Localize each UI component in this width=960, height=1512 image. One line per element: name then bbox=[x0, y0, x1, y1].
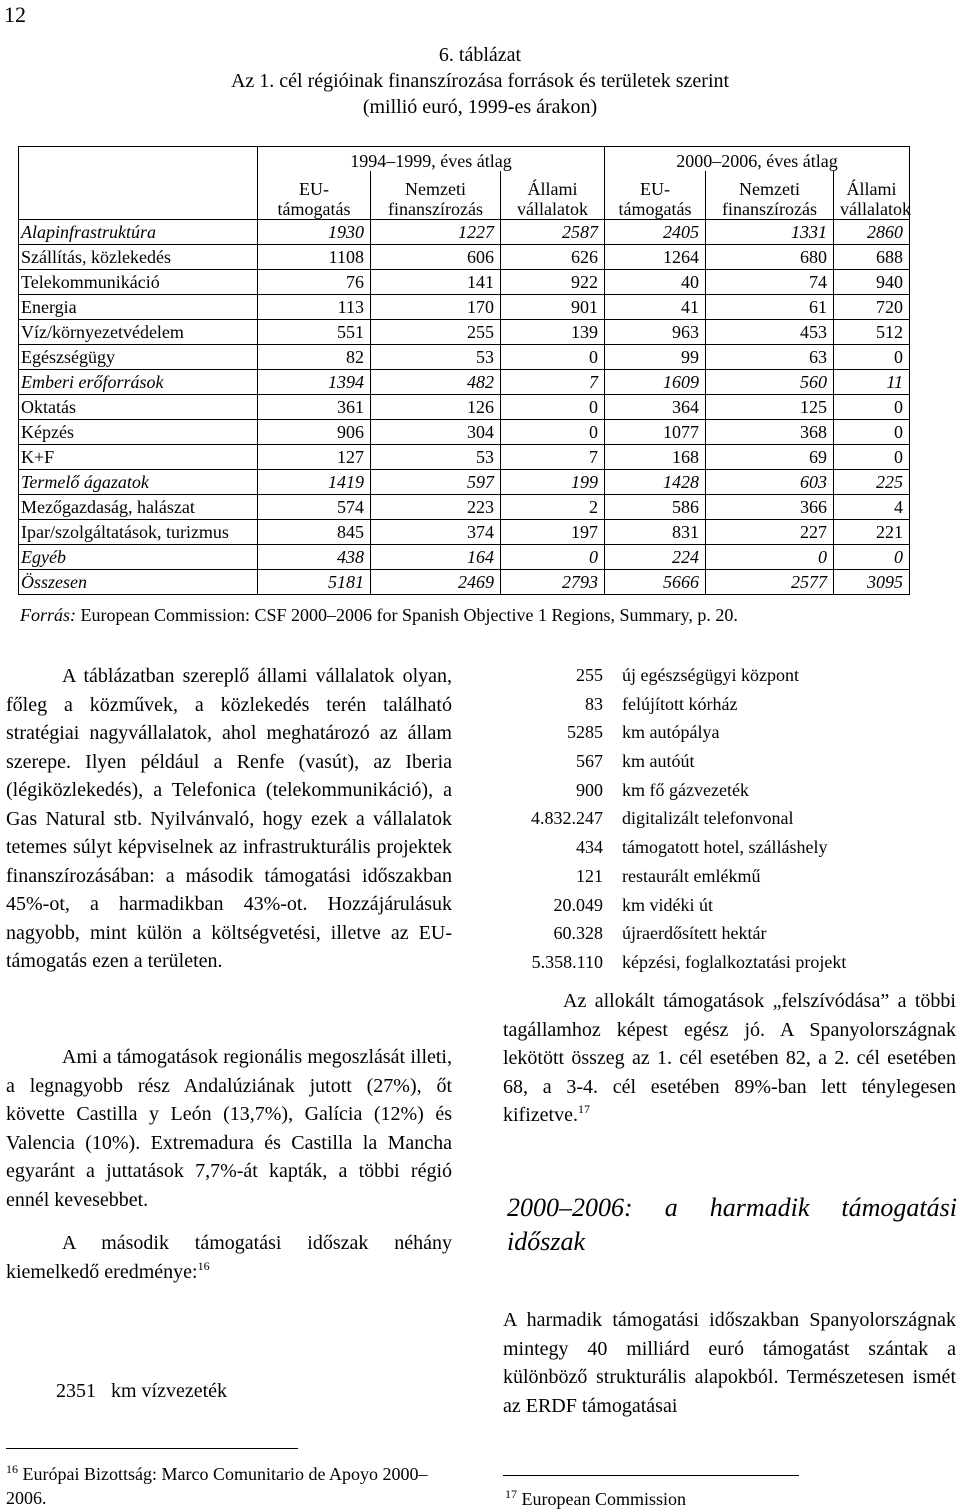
result-value: 434 bbox=[576, 837, 603, 858]
table-cell: 586 bbox=[605, 495, 706, 520]
table-cell: 0 bbox=[501, 345, 605, 370]
table-cell: 223 bbox=[371, 495, 501, 520]
table-row bbox=[19, 520, 910, 545]
table-cell: 366 bbox=[706, 495, 834, 520]
table-cell: 227 bbox=[706, 520, 834, 545]
table-cell: 2577 bbox=[706, 570, 834, 595]
table-cell: 3095 bbox=[834, 570, 910, 595]
table-cell: 438 bbox=[258, 545, 371, 570]
header-blank bbox=[19, 147, 258, 172]
table-cell: 255 bbox=[371, 320, 501, 345]
result-item bbox=[460, 718, 960, 747]
table-row bbox=[19, 545, 910, 570]
result-description: km autóút bbox=[622, 751, 695, 772]
table-cell: 720 bbox=[834, 295, 910, 320]
row-label: Víz/környezetvédelem bbox=[19, 320, 258, 345]
table-cell: 304 bbox=[371, 420, 501, 445]
result-value: 5.358.110 bbox=[531, 951, 603, 972]
table-row bbox=[19, 245, 910, 270]
result-item bbox=[460, 661, 960, 690]
period-1994-1999: 1994–1999, éves átlag bbox=[258, 147, 605, 172]
footnote-17: $^{17}$ European Commission bbox=[505, 1487, 686, 1509]
result-value: 5285 bbox=[567, 722, 603, 743]
table-cell: 1394 bbox=[258, 370, 371, 395]
table-cell: 482 bbox=[371, 370, 501, 395]
result-value: 900 bbox=[576, 779, 603, 800]
left-paragraph-1: A táblázatban szereplő állami vállalatok olyan, főleg a közművek, a közlekedés terén található stratégiai nagyvállalatok, ahol meghatározó az állam szerepe. Ilyen például a Renfe (vasút), az Iberia (légiközlekedés), a Telefonica (telekommunikáció), a Gas Natural stb. Nyilvánvaló, hogy ezek a vállalatok tetemes súlyt képviselnek az infrastrukturális projektek finanszírozásában: a második támogatási időszakban 45%-ot, a harmadikban 43%-ot. Hozzájárulásuk nagyobb, mint külön a költségvetési, illetve az EU-támogatás ezen a területen. bbox=[6, 665, 452, 972]
row-label: Egészségügy bbox=[19, 345, 258, 370]
table-row bbox=[19, 295, 910, 320]
row-label: K+F bbox=[19, 445, 258, 470]
table-row bbox=[19, 470, 910, 495]
table-cell: 606 bbox=[371, 245, 501, 270]
table-cell: 551 bbox=[258, 320, 371, 345]
table-cell: 2 bbox=[501, 495, 605, 520]
table-cell: 0 bbox=[501, 395, 605, 420]
table-cell: 113 bbox=[258, 295, 371, 320]
table-cell: 4 bbox=[834, 495, 910, 520]
table-cell: 831 bbox=[605, 520, 706, 545]
table-cell: 7 bbox=[501, 445, 605, 470]
table-cell: 680 bbox=[706, 245, 834, 270]
col-state-companies-1: Állami vállalatok bbox=[501, 171, 605, 220]
row-label: Ipar/szolgáltatások, turizmus bbox=[19, 520, 258, 545]
table-cell: 1108 bbox=[258, 245, 371, 270]
row-label: Oktatás bbox=[19, 395, 258, 420]
results-list bbox=[460, 661, 960, 977]
result-description: új egészségügyi központ bbox=[622, 665, 799, 685]
result-item bbox=[460, 776, 960, 805]
table-source: Forrás: European Commission: CSF 2000–2006 for Spanish Objective 1 Regions, Summary, p. 20. bbox=[20, 605, 738, 625]
table-cell: 1419 bbox=[258, 470, 371, 495]
right-paragraph-1: Az allokált támogatások „felszívódása” a többi tagállamhoz képest egész jó. A Spanyolországnak lekötött összeg az 1. cél esetében 82, a 2. cél esetében 68, a 3-4. cél esetében 89%-ban lett ténylegesen kifizetve.$^{17}$ bbox=[503, 990, 956, 1126]
table-cell: 41 bbox=[605, 295, 706, 320]
table-cell: 53 bbox=[371, 445, 501, 470]
table-cell: 127 bbox=[258, 445, 371, 470]
footnote-rule-16 bbox=[6, 1448, 298, 1449]
table-row bbox=[19, 395, 910, 420]
col-state-companies-2: Állami vállalatok bbox=[834, 171, 910, 220]
result-item bbox=[460, 804, 960, 833]
result-description: km vidéki út bbox=[622, 894, 713, 915]
footnote-ref-17: 17 bbox=[577, 1102, 590, 1116]
table-cell: 922 bbox=[501, 270, 605, 295]
table-cell: 364 bbox=[605, 395, 706, 420]
col-national-financing-1: Nemzeti finanszírozás bbox=[371, 171, 501, 220]
table-row bbox=[19, 220, 910, 245]
footnote-ref-16: 16 bbox=[197, 1258, 210, 1273]
pipeline-result: 2351 km vízvezeték bbox=[56, 1380, 228, 1402]
table-cell: 597 bbox=[371, 470, 501, 495]
table-row bbox=[19, 445, 910, 470]
table-cell: 374 bbox=[371, 520, 501, 545]
table-title: Az 1. cél régióinak finanszírozása források és területek szerint bbox=[230, 70, 730, 92]
row-label: Képzés bbox=[19, 420, 258, 445]
table-cell: 82 bbox=[258, 345, 371, 370]
result-value: 20.049 bbox=[553, 894, 603, 915]
table-cell: 11 bbox=[834, 370, 910, 395]
table-cell: 125 bbox=[706, 395, 834, 420]
table-cell: 1428 bbox=[605, 470, 706, 495]
row-label: Termelő ágazatok bbox=[19, 470, 258, 495]
result-value: 567 bbox=[576, 751, 603, 772]
table-cell: 7 bbox=[501, 370, 605, 395]
table-row bbox=[19, 570, 910, 595]
table-cell: 197 bbox=[501, 520, 605, 545]
table-cell: 560 bbox=[706, 370, 834, 395]
table-cell: 940 bbox=[834, 270, 910, 295]
row-label: Alapinfrastruktúra bbox=[19, 220, 258, 245]
table-row bbox=[19, 270, 910, 295]
result-item bbox=[460, 862, 960, 891]
table-cell: 1264 bbox=[605, 245, 706, 270]
table-cell: 0 bbox=[706, 545, 834, 570]
period-2000-2006: 2000–2006, éves átlag bbox=[605, 147, 910, 172]
col-eu-support-1: EU- támogatás bbox=[258, 171, 371, 220]
table-cell: 53 bbox=[371, 345, 501, 370]
table-cell: 0 bbox=[834, 445, 910, 470]
table-cell: 126 bbox=[371, 395, 501, 420]
table-cell: 2405 bbox=[605, 220, 706, 245]
table-cell: 224 bbox=[605, 545, 706, 570]
table-cell: 76 bbox=[258, 270, 371, 295]
table-cell: 168 bbox=[605, 445, 706, 470]
table-cell: 141 bbox=[371, 270, 501, 295]
result-item bbox=[460, 891, 960, 920]
table-cell: 0 bbox=[834, 420, 910, 445]
table-row bbox=[19, 420, 910, 445]
result-item bbox=[460, 747, 960, 776]
table-cell: 2793 bbox=[501, 570, 605, 595]
result-description: támogatott hotel, szálláshely bbox=[622, 837, 828, 858]
table-cell: 99 bbox=[605, 345, 706, 370]
result-value: 121 bbox=[576, 865, 603, 886]
table-cell: 69 bbox=[706, 445, 834, 470]
result-item bbox=[460, 919, 960, 948]
table-row bbox=[19, 345, 910, 370]
table-cell: 1930 bbox=[258, 220, 371, 245]
row-label: Egyéb bbox=[19, 545, 258, 570]
row-label: Telekommunikáció bbox=[19, 270, 258, 295]
result-value: 83 bbox=[585, 693, 603, 714]
row-label: Energia bbox=[19, 295, 258, 320]
result-description: km fő gázvezeték bbox=[622, 779, 749, 800]
table-cell: 453 bbox=[706, 320, 834, 345]
row-label: Összesen bbox=[19, 570, 258, 595]
right-paragraph-2: A harmadik támogatási időszakban Spanyolországnak mintegy 40 milliárd euró támogatást szántak a különböző strukturális alapokból. Természetesen ismét az ERDF támogatásai bbox=[503, 1309, 956, 1417]
result-value: 255 bbox=[576, 665, 603, 685]
table-cell: 1077 bbox=[605, 420, 706, 445]
col-national-financing-2: Nemzeti finanszírozás bbox=[706, 171, 834, 220]
table-cell: 1331 bbox=[706, 220, 834, 245]
table-cell: 0 bbox=[834, 395, 910, 420]
table-cell: 688 bbox=[834, 245, 910, 270]
table-cell: 225 bbox=[834, 470, 910, 495]
footnote-16: $^{16}$ Európai Bizottság: Marco Comunitario de Apoyo 2000–2006. bbox=[6, 1462, 428, 1508]
table-cell: 361 bbox=[258, 395, 371, 420]
table-label: 6. táblázat bbox=[438, 44, 522, 66]
table-cell: 906 bbox=[258, 420, 371, 445]
table-row bbox=[19, 320, 910, 345]
result-item bbox=[460, 690, 960, 719]
table-cell: 139 bbox=[501, 320, 605, 345]
result-description: képzési, foglalkoztatási projekt bbox=[622, 951, 847, 972]
table-cell: 0 bbox=[501, 545, 605, 570]
table-cell: 901 bbox=[501, 295, 605, 320]
result-description: felújított kórház bbox=[622, 693, 738, 714]
table-cell: 2587 bbox=[501, 220, 605, 245]
table-cell: 170 bbox=[371, 295, 501, 320]
table-cell: 368 bbox=[706, 420, 834, 445]
table-cell: 5666 bbox=[605, 570, 706, 595]
table-cell: 603 bbox=[706, 470, 834, 495]
left-paragraph-3: A második támogatási időszak néhány kiemelkedő eredménye:$^{16}$ bbox=[6, 1232, 452, 1283]
table-cell: 2860 bbox=[834, 220, 910, 245]
table-cell: 574 bbox=[258, 495, 371, 520]
table-cell: 61 bbox=[706, 295, 834, 320]
table-row bbox=[19, 495, 910, 520]
table-cell: 221 bbox=[834, 520, 910, 545]
table-cell: 0 bbox=[501, 420, 605, 445]
result-value: 60.328 bbox=[553, 923, 603, 944]
left-paragraph-2: Ami a támogatások regionális megoszlását illeti, a legnagyobb rész Andalúziának jutott (27%), őt követte Castilla y León (13,7%), Galícia (12%) és Valencia (10%). Extremadura és Castilla la Mancha egyaránt a juttatások 7,7%-át kapták, a többi régió ennél kevesebbet. bbox=[6, 1046, 452, 1211]
table-cell: 0 bbox=[834, 545, 910, 570]
table-cell: 2469 bbox=[371, 570, 501, 595]
table-cell: 1609 bbox=[605, 370, 706, 395]
table-cell: 5181 bbox=[258, 570, 371, 595]
table-cell: 1227 bbox=[371, 220, 501, 245]
col-eu-support-2: EU- támogatás bbox=[605, 171, 706, 220]
footnote-rule-17 bbox=[503, 1475, 799, 1476]
result-item bbox=[460, 948, 960, 977]
result-description: digitalizált telefonvonal bbox=[622, 808, 794, 829]
row-label: Mezőgazdaság, halászat bbox=[19, 495, 258, 520]
table-unit: (millió euró, 1999-es árakon) bbox=[362, 96, 598, 118]
result-value: 4.832.247 bbox=[531, 808, 603, 829]
result-item bbox=[460, 833, 960, 862]
table-cell: 626 bbox=[501, 245, 605, 270]
table-cell: 963 bbox=[605, 320, 706, 345]
row-label: Emberi erőforrások bbox=[19, 370, 258, 395]
result-description: újraerdősített hektár bbox=[622, 923, 767, 944]
result-description: km autópálya bbox=[622, 722, 720, 743]
header-blank-2 bbox=[19, 171, 258, 220]
table-cell: 74 bbox=[706, 270, 834, 295]
result-description: restaurált emlékmű bbox=[622, 865, 761, 886]
row-label: Szállítás, közlekedés bbox=[19, 245, 258, 270]
table-row bbox=[19, 370, 910, 395]
table-cell: 164 bbox=[371, 545, 501, 570]
table-cell: 63 bbox=[706, 345, 834, 370]
table-cell: 512 bbox=[834, 320, 910, 345]
table-cell: 0 bbox=[834, 345, 910, 370]
table-cell: 40 bbox=[605, 270, 706, 295]
table-cell: 199 bbox=[501, 470, 605, 495]
page-number: 12 bbox=[4, 2, 26, 27]
section-heading: 2000–2006: a harmadik támogatási időszak bbox=[507, 1193, 957, 1256]
financing-table bbox=[18, 146, 910, 595]
table-cell: 845 bbox=[258, 520, 371, 545]
